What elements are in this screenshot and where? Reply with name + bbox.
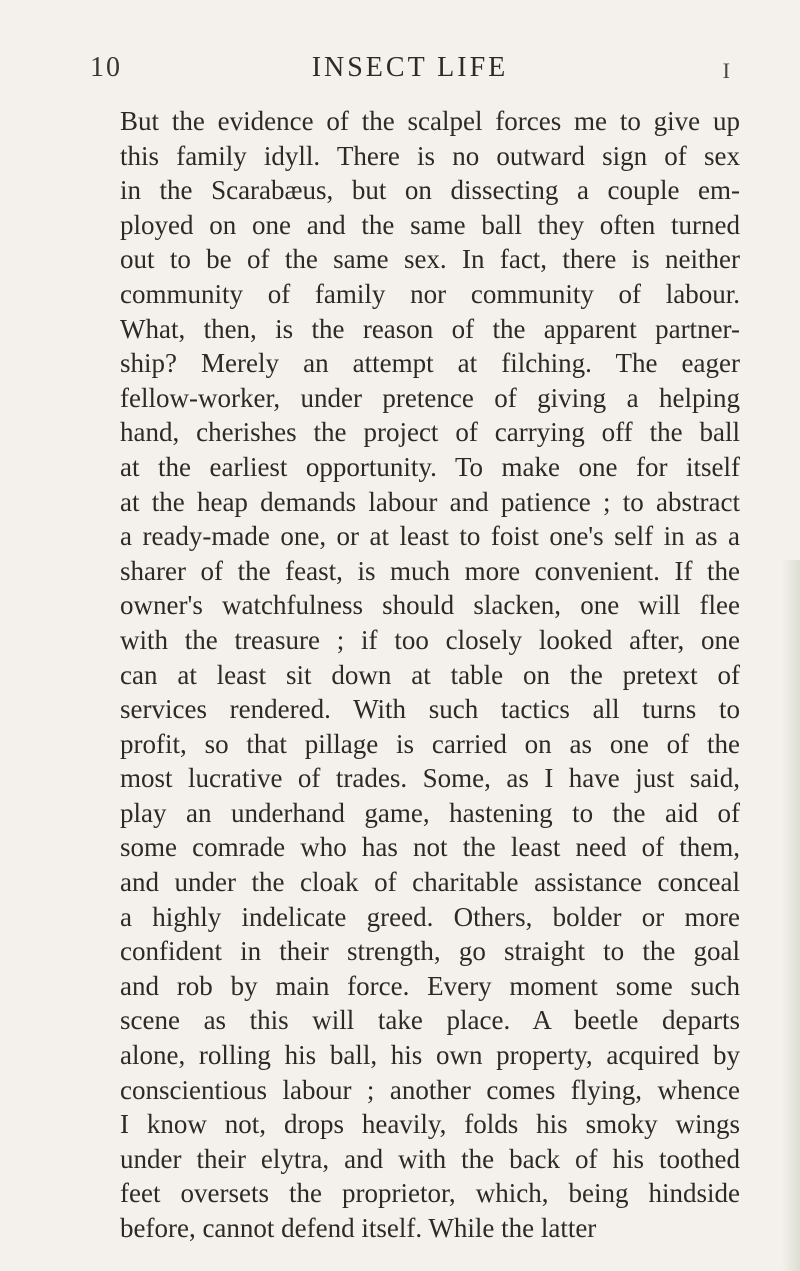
text-line: sharer of the feast, is much more convenient. If the	[120, 555, 740, 586]
text-line: I know not, drops heavily, folds his smoky wings	[120, 1109, 740, 1140]
text-line: most lucrative of trades. Some, as I have just said,	[120, 763, 740, 794]
text-line: conscientious labour ; another comes flying, whence	[120, 1074, 740, 1105]
page-edge-shadow	[782, 560, 800, 1271]
text-line: out to be of the same sex. In fact, there is neither	[120, 244, 740, 275]
text-line: in the Scarabæus, but on dissecting a couple em-	[120, 175, 740, 206]
text-line: But the evidence of the scalpel forces me to give up	[120, 106, 740, 136]
text-line: confident in their strength, go straight to the goal	[120, 936, 740, 967]
text-line: and rob by main force. Every moment some such	[120, 970, 740, 1001]
signature-mark: I	[722, 58, 730, 83]
text-line: play an underhand game, hastening to the aid of	[120, 797, 740, 828]
text-line: alone, rolling his ball, his own property, acquired by	[120, 1040, 740, 1071]
body-paragraph	[120, 104, 740, 1246]
text-line: a ready-made one, or at least to foist one's self in as a	[120, 521, 740, 552]
text-line: fellow-worker, under pretence of giving a helping	[120, 382, 740, 413]
text-line: owner's watchfulness should slacken, one will flee	[120, 590, 740, 621]
text-line: at the earliest opportunity. To make one for itself	[120, 451, 740, 482]
text-line: with the treasure ; if too closely looked after, one	[120, 624, 740, 655]
page-header	[90, 52, 730, 92]
text-line: ship? Merely an attempt at filching. The eager	[120, 348, 740, 379]
running-title: INSECT LIFE	[311, 52, 509, 83]
text-line: this family idyll. There is no outward sign of sex	[120, 140, 740, 171]
text-line: ployed on one and the same ball they often turned	[120, 209, 740, 240]
text-line: profit, so that pillage is carried on as one of the	[120, 728, 740, 759]
text-line: some comrade who has not the least need of them,	[120, 832, 740, 863]
text-line: scene as this will take place. A beetle departs	[120, 1005, 740, 1036]
text-line: services rendered. With such tactics all turns to	[120, 694, 740, 725]
page-number: 10	[90, 52, 122, 83]
text-line: under their elytra, and with the back of his toothed	[120, 1143, 740, 1174]
text-line: can at least sit down at table on the pretext of	[120, 659, 740, 690]
text-line: hand, cherishes the project of carrying off the ball	[120, 417, 740, 448]
text-line: feet oversets the proprietor, which, being hindside	[120, 1178, 740, 1209]
text-line: community of family nor community of labour.	[120, 278, 740, 309]
text-line: What, then, is the reason of the apparent partner-	[120, 313, 740, 344]
text-line: before, cannot defend itself. While the latter	[120, 1213, 597, 1243]
text-line: and under the cloak of charitable assistance conceal	[120, 867, 740, 898]
text-line: at the heap demands labour and patience ; to abstract	[120, 486, 740, 517]
text-line: a highly indelicate greed. Others, bolder or more	[120, 901, 740, 932]
